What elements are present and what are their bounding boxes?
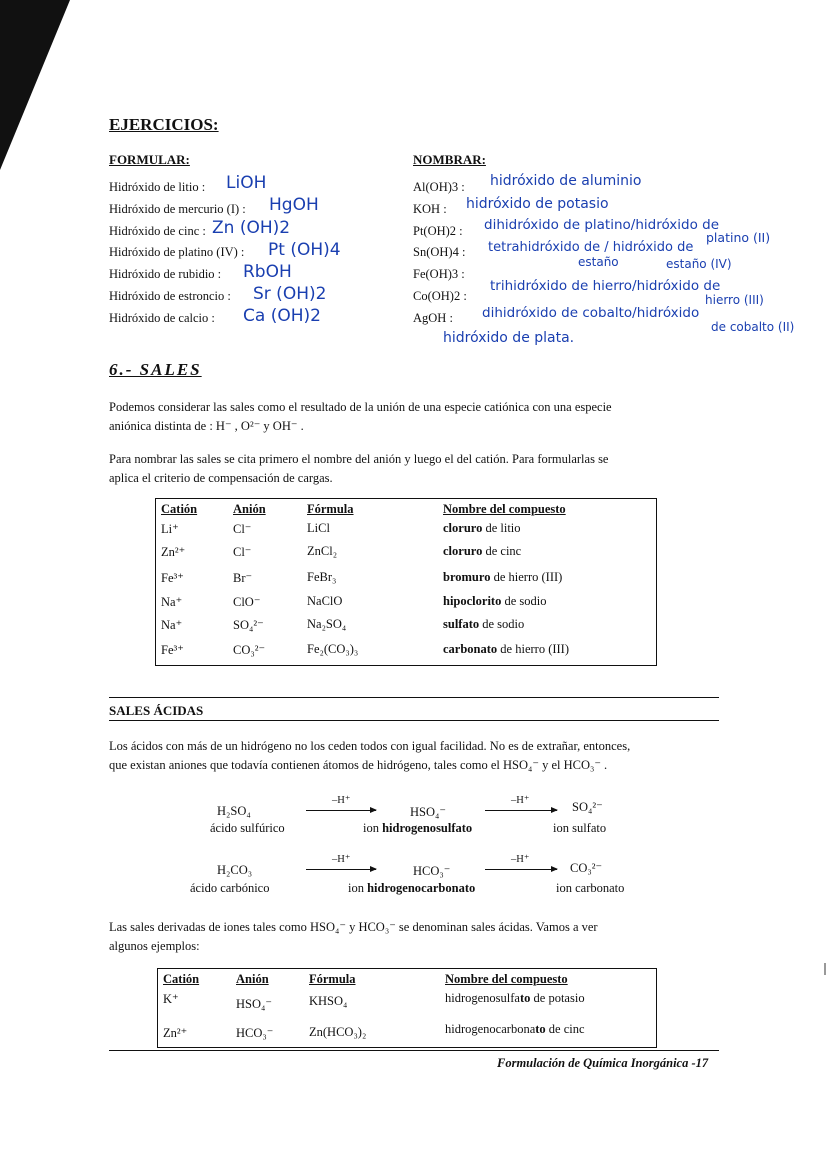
sales-table-cation-4: Na⁺ [161,595,183,609]
nombrar-answer-5: trihidróxido de hierro/hidróxido de [490,278,721,294]
sales-table-header-name: Nombre del compuesto [443,502,566,516]
nombrar-answer-4-cont2: estaño (IV) [666,257,732,271]
sales-table-formula-5: Na₂SO₄ [307,617,347,631]
formular-answer-4: Pt (OH)4 [268,240,341,260]
sales-table-name-4-rest: de sodio [501,594,547,608]
sales-paragraph-2-line-2: aplica el criterio de compensación de cargas. [109,471,333,485]
eq1-species-2-name-post: sulfato [436,821,473,835]
section-rule-bottom [109,720,719,721]
sales-table-name-3-bold: bromuro [443,570,491,584]
sales-acidas-heading: SALES ÁCIDAS [109,703,204,718]
sales-table-name-6 [443,642,569,657]
sales-table-anion-5: SO₄²⁻ [233,618,264,632]
eq1-species-1: H₂SO₄ [217,804,251,818]
nombrar-formula-4: Sn(OH)4 : [413,245,466,259]
sales-table-formula-2: ZnCl₂ [307,544,338,558]
sales-acidas-table-name-1-bold: to [519,991,531,1005]
sales-table-anion-4: ClO⁻ [233,595,261,609]
sales-table-anion-1: Cl⁻ [233,522,252,536]
sales-acidas-table-formula-1: KHSO₄ [309,994,348,1008]
section-rule-top [109,697,719,698]
sales-table-header-formula: Fórmula [307,502,354,516]
nombrar-answer-5-cont: hierro (III) [705,293,764,307]
sales-table-name-2-rest: de cinc [482,544,522,558]
sales-table-formula-6: Fe₂(CO₃)₃ [307,642,359,656]
sales-table-name-6-rest: de hierro (III) [497,642,570,656]
sales-paragraph-1 [109,398,719,436]
footer-rule [109,1050,719,1051]
sales-title: 6.- SALES [109,360,202,379]
eq1-arrow-1-label: –H⁺ [332,795,351,806]
sales-paragraph-1-line-1: Podemos considerar las sales como el resultado de la unión de una especie catiónica con una especie [109,400,612,414]
eq2-species-2-name-pre: ion [348,881,368,895]
sales-acidas-paragraph-1 [109,737,721,775]
sales-table-name-5 [443,617,524,632]
sales-acidas-table [157,968,657,1048]
sales-table-anion-3: Br⁻ [233,571,253,585]
sales-table-name-5-bold: sulfato [443,617,480,631]
sales-paragraph-2 [109,450,719,488]
sales-table-name-6-bold: carbonato [443,642,498,656]
eq1-arrow-2 [485,810,557,811]
sales-acidas-table-header-name: Nombre del compuesto [445,972,568,986]
eq2-arrow-1 [306,869,376,870]
nombrar-answer-3-cont: platino (II) [706,230,771,245]
sales-table-anion-2: Cl⁻ [233,545,252,559]
eq1-arrow-1 [306,810,376,811]
sales-table-cation-3: Fe³⁺ [161,571,184,585]
nombrar-formula-1: Al(OH)3 : [413,180,465,194]
nombrar-answer-4-cont1: estaño [578,255,619,269]
eq2-species-2: HCO₃⁻ [413,864,451,878]
sales-acidas-table-anion-1: HSO₄⁻ [236,997,272,1011]
sales-table-name-1 [443,521,521,536]
sales-acidas-table-name-2-bold: to [535,1022,546,1036]
sales-table-cation-2: Zn²⁺ [161,545,186,559]
sales-table-name-3-rest: de hierro (III) [490,570,563,584]
eq1-arrow-2-label: –H⁺ [511,795,530,806]
sales-acidas-paragraph-1-line-1: Los ácidos con más de un hidrógeno no los ceden todos con igual facilidad. No es de extrañar, entonces, [109,739,631,753]
formular-answer-7: Ca (OH)2 [243,306,321,326]
formular-prompt-3: Hidróxido de cinc : [109,224,206,238]
sales-acidas-table-name-2 [445,1022,585,1037]
sales-table-formula-3: FeBr₃ [307,570,337,584]
sales-acidas-table-header-formula: Fórmula [309,972,356,986]
nombrar-heading: NOMBRAR: [413,152,486,167]
nombrar-answer-6: dihidróxido de cobalto/hidróxido [482,305,700,321]
sales-acidas-table-cation-2: Zn²⁺ [163,1026,188,1040]
formular-answer-5: RbOH [243,262,292,282]
sales-acidas-table-name-2-rest: de cinc [545,1022,585,1036]
formular-prompt-4: Hidróxido de platino (IV) : [109,245,245,259]
sales-table-name-2 [443,544,521,559]
nombrar-formula-5: Fe(OH)3 : [413,267,465,281]
scan-edge-mark [824,963,826,975]
sales-table-name-4 [443,594,546,609]
sales-acidas-table-name-1-a: hidrogenosulfa [445,991,520,1005]
formular-prompt-1: Hidróxido de litio : [109,180,206,194]
sales-acidas-table-formula-2: Zn(HCO₃)₂ [309,1025,367,1039]
scan-corner-shadow [0,0,70,170]
formular-answer-1: LiOH [226,173,267,193]
formular-answer-6: Sr (OH)2 [253,284,327,304]
sales-table-cation-5: Na⁺ [161,618,183,632]
sales-table-name-3 [443,570,562,585]
nombrar-answer-3: dihidróxido de platino/hidróxido de [484,217,720,233]
eq1-species-2-name [363,821,472,836]
formular-prompt-2: Hidróxido de mercurio (I) : [109,202,246,216]
sales-table-formula-4: NaClO [307,594,343,608]
eq2-species-2-name-bold: hidrogeno [367,881,422,895]
nombrar-formula-6: Co(OH)2 : [413,289,467,303]
eq2-species-1-name: ácido carbónico [190,881,270,895]
sales-table-name-1-rest: de litio [482,521,521,535]
formular-prompt-6: Hidróxido de estroncio : [109,289,231,303]
formular-answer-3: Zn (OH)2 [212,218,291,238]
formular-heading: FORMULAR: [109,152,190,167]
sales-acidas-paragraph-2 [109,918,721,956]
eq1-species-1-name: ácido sulfúrico [210,821,285,835]
sales-table-name-5-rest: de sodio [479,617,525,631]
sales-paragraph-1-line-2: aniónica distinta de : H⁻ , O²⁻ y OH⁻ . [109,419,304,433]
sales-acidas-table-name-1 [445,991,585,1006]
eq1-species-2-name-pre: ion [363,821,383,835]
sales-acidas-paragraph-1-line-2: que existan aniones que todavía contienen átomos de hidrógeno, tales como el HSO₄⁻ y el HCO₃⁻ . [109,758,608,772]
eq1-species-3-name: ion sulfato [553,821,607,835]
formular-prompt-5: Hidróxido de rubidio : [109,267,222,281]
sales-table-name-1-bold: cloruro [443,521,483,535]
sales-acidas-paragraph-2-line-2: algunos ejemplos: [109,939,200,953]
eq2-arrow-2-label: –H⁺ [511,854,530,865]
eq1-species-2-name-bold: hidrogeno [382,821,437,835]
sales-acidas-table-name-2-a: hidrogenocarbona [445,1022,536,1036]
sales-table-name-4-bold: hipoclorito [443,594,502,608]
exercises-title: EJERCICIOS: [109,115,219,134]
sales-table-header-anion: Anión [233,502,266,516]
footer-text: Formulación de Química Inorgánica -17 [497,1056,709,1070]
nombrar-answer-2: hidróxido de potasio [466,196,609,212]
eq2-species-2-name [348,881,475,896]
nombrar-answer-7: hidróxido de plata. [443,330,575,346]
nombrar-formula-3: Pt(OH)2 : [413,224,463,238]
nombrar-formula-2: KOH : [413,202,447,216]
formular-prompt-7: Hidróxido de calcio : [109,311,215,325]
nombrar-formula-7: AgOH : [413,311,453,325]
sales-paragraph-2-line-1: Para nombrar las sales se cita primero el nombre del anión y luego el del catión. Para formularlas se [109,452,609,466]
sales-table [155,498,657,666]
sales-acidas-table-name-1-rest: de potasio [530,991,585,1005]
sales-table-anion-6: CO₃²⁻ [233,643,266,657]
eq2-arrow-2 [485,869,557,870]
nombrar-answer-4: tetrahidróxido de / hidróxido de [488,240,694,255]
formular-answer-2: HgOH [269,195,319,215]
sales-table-formula-1: LiCl [307,521,330,535]
eq2-species-3: CO₃²⁻ [570,861,603,875]
nombrar-answer-1: hidróxido de aluminio [490,173,642,189]
sales-table-cation-1: Li⁺ [161,522,179,536]
eq1-species-3: SO₄²⁻ [572,800,603,814]
sales-acidas-table-cation-1: K⁺ [163,992,179,1006]
sales-acidas-table-header-cation: Catión [163,972,200,986]
sales-acidas-paragraph-2-line-1: Las sales derivadas de iones tales como HSO₄⁻ y HCO₃⁻ se denominan sales ácidas. Vamos a ver [109,920,598,934]
sales-acidas-table-anion-2: HCO₃⁻ [236,1026,274,1040]
sales-acidas-table-header-anion: Anión [236,972,269,986]
eq2-arrow-1-label: –H⁺ [332,854,351,865]
eq1-species-2: HSO₄⁻ [410,805,446,819]
sales-table-name-2-bold: cloruro [443,544,483,558]
sales-table-cation-6: Fe³⁺ [161,643,184,657]
eq2-species-2-name-post: carbonato [421,881,476,895]
sales-table-header-cation: Catión [161,502,198,516]
eq2-species-1: H₂CO₃ [217,863,253,877]
nombrar-answer-6-cont: de cobalto (II) [711,320,795,334]
eq2-species-3-name: ion carbonato [556,881,625,895]
